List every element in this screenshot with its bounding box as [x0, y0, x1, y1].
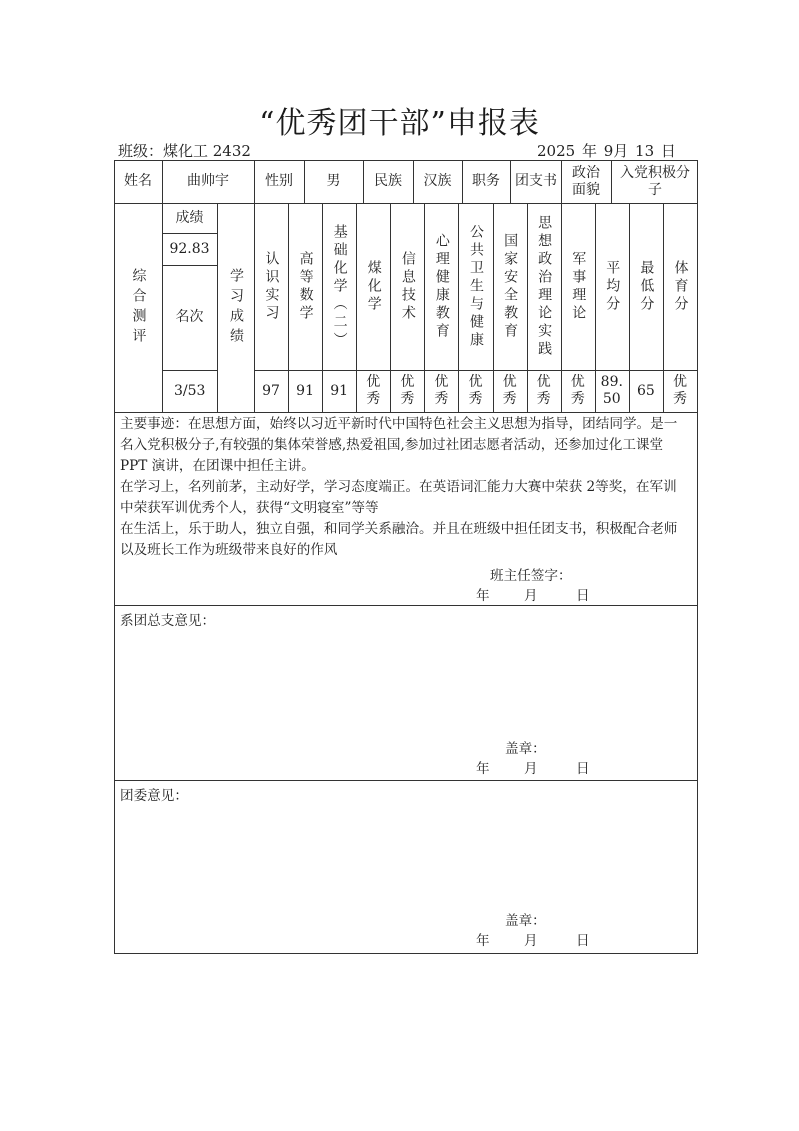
year-label: 年: [476, 933, 490, 949]
teacher-signature-label: 班主任签字：: [490, 568, 572, 584]
political-label: 政治面貌: [572, 164, 600, 198]
row-divider: [114, 412, 698, 413]
form-date: 2025 年 9月 13 日: [537, 142, 676, 160]
deeds-line: 以及班长工作为班级带来良好的作风: [120, 542, 338, 558]
subject-name: 平均分: [604, 259, 621, 314]
col-divider: [510, 160, 511, 203]
evaluation-label: 综合测评: [130, 267, 147, 348]
committee-stamp-label: 盖章：: [505, 913, 546, 929]
subject-name: 军事理论: [570, 250, 587, 323]
ethnicity-value: 汉族: [423, 173, 452, 189]
score-label: 成绩: [175, 209, 204, 226]
col-divider: [561, 160, 562, 203]
subject-score: 优秀: [434, 374, 449, 407]
day-label: 日: [576, 588, 590, 604]
subject-score: 优秀: [366, 374, 381, 407]
subject-score: 91: [296, 382, 314, 399]
branch-stamp-label: 盖章：: [505, 741, 546, 757]
gender-value: 男: [326, 173, 341, 189]
day-label: 日: [576, 761, 590, 777]
month-label: 月: [524, 588, 538, 604]
deeds-line: PPT 演讲，在团课中担任主讲。: [120, 458, 315, 474]
deeds-line: 名入党积极分子,有较强的集体荣誉感,热爱祖国,参加过社团志愿者活动，还参加过化工课堂: [120, 437, 664, 453]
subject-score: 97: [262, 382, 280, 399]
subject-name: 信息技术: [399, 250, 416, 323]
position-value: 团支书: [515, 173, 557, 189]
subject-name: 最低分: [638, 259, 655, 314]
score-value: 92.83: [169, 240, 210, 257]
academic-label: 学习成绩: [228, 267, 244, 348]
position-label: 职务: [472, 173, 500, 189]
subject-score: 89.50: [600, 374, 623, 407]
name-value: 曲帅宇: [187, 173, 229, 189]
subject-score: 91: [330, 382, 349, 399]
subject-score: 优秀: [502, 374, 517, 407]
subject-score: 优秀: [536, 374, 551, 407]
rank-label: 名次: [175, 309, 204, 325]
name-label: 姓名: [124, 173, 152, 189]
form-title: “优秀团干部”申报表: [259, 106, 540, 141]
subject-score: 优秀: [570, 374, 585, 407]
subject-name: 公共卫生与健康: [467, 223, 484, 350]
subject-name: 体育分: [672, 259, 689, 314]
day-label: 日: [576, 933, 590, 949]
subject-score: 优秀: [400, 374, 415, 407]
branch-opinion-label: 系团总支意见：: [120, 613, 216, 629]
month-label: 月: [524, 933, 538, 949]
row-divider: [114, 780, 698, 781]
month-label: 月: [524, 761, 538, 777]
subject-score: 优秀: [468, 374, 483, 407]
class-label: 班级：煤化工 2432: [118, 142, 251, 160]
subject-name: 高等数学: [297, 250, 314, 323]
subject-name: 基础化学（二）: [331, 223, 348, 350]
deeds-line: 主要事迹：在思想方面，始终以习近平新时代中国特色社会主义思想为指导，团结同学。是一: [120, 416, 678, 432]
year-label: 年: [476, 761, 490, 777]
deeds-line: 在学习上，名列前茅，主动好学，学习态度端正。在英语词汇能力大赛中荣获 2等奖，在军训: [120, 479, 677, 495]
deeds-line: 在生活上，乐于助人，独立自强，和同学关系融洽。并且在班级中担任团支书，积极配合老师: [120, 521, 678, 537]
gender-label: 性别: [265, 173, 293, 189]
political-value: 入党积极分子: [620, 164, 690, 198]
subject-name: 心理健康教育: [433, 232, 450, 341]
subject-score: 优秀: [672, 374, 687, 407]
deeds-line: 中荣获军训优秀个人，获得“文明寝室”等等: [120, 500, 379, 516]
rank-value: 3/53: [174, 382, 206, 399]
subject-name: 煤化学: [365, 259, 382, 314]
row-divider: [114, 605, 698, 606]
year-label: 年: [476, 588, 490, 604]
subject-name: 国家安全教育: [502, 232, 519, 341]
subject-name: 思想政治理论实践: [536, 214, 553, 359]
subject-name: 认识实习: [263, 250, 280, 323]
ethnicity-label: 民族: [374, 173, 402, 189]
subject-score: 65: [636, 382, 655, 399]
committee-opinion-label: 团委意见：: [120, 788, 188, 804]
col-divider: [611, 160, 612, 203]
